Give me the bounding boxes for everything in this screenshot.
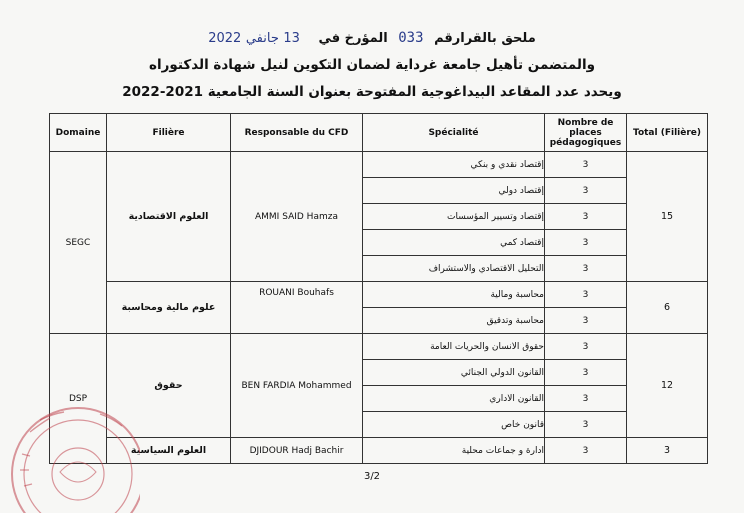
col-header-total: Total (Filière) (627, 114, 708, 152)
header-line-1 (0, 30, 744, 46)
places-cell: 3 (545, 152, 627, 178)
domaine-cell: DSP (50, 334, 107, 464)
specialite-cell: قانون خاص (363, 412, 545, 438)
specialite-cell: إقتصاد نقدي و بنكي (363, 152, 545, 178)
places-cell: 3 (545, 230, 627, 256)
specialite-cell: محاسبة وتدقيق (363, 308, 545, 334)
places-cell: 3 (545, 178, 627, 204)
filiere-cell: حقوق (107, 334, 231, 438)
places-cell: 3 (545, 438, 627, 464)
header-mid: المؤرخ في (318, 31, 388, 46)
places-cell: 3 (545, 386, 627, 412)
responsable-cell: DJIDOUR Hadj Bachir (231, 438, 363, 464)
responsable-cell: ROUANI Bouhafs (231, 282, 363, 334)
table-row (50, 282, 708, 308)
specialite-cell: القانون الدولي الجنائي (363, 360, 545, 386)
places-cell: 3 (545, 204, 627, 230)
total-cell: 15 (627, 152, 708, 282)
official-stamp (0, 392, 140, 513)
specialite-cell: القانون الاداري (363, 386, 545, 412)
header-line-2: والمتضمن تأهيل جامعة غرداية لضمان التكوين لنيل شهادة الدكتوراه (149, 57, 595, 73)
places-cell: 3 (545, 412, 627, 438)
filiere-cell: العلوم الاقتصادية (107, 152, 231, 282)
col-header-specialite: Spécialité (363, 114, 545, 152)
specialite-cell: التحليل الاقتصادي والاستشراف (363, 256, 545, 282)
specialite-cell: إقتصاد دولي (363, 178, 545, 204)
col-header-places: Nombre de places pédagogiques (545, 114, 627, 152)
places-cell: 3 (545, 308, 627, 334)
header-prefix: ملحق بالقرارقم (434, 31, 536, 46)
date-month: جانفي (245, 31, 279, 46)
specialite-cell: إقتصاد كمي (363, 230, 545, 256)
specialite-cell: محاسبة ومالية (363, 282, 545, 308)
header-line-3: ويحدد عدد المقاعد البيداغوجية المفتوحة بعنوان السنة الجامعية 2021-2022 (122, 84, 622, 100)
total-cell: 12 (627, 334, 708, 438)
col-header-responsable: Responsable du CFD (231, 114, 363, 152)
page-number: 3/2 (363, 471, 381, 482)
domaine-cell: SEGC (50, 152, 107, 334)
places-table (49, 113, 708, 464)
total-cell: 6 (627, 282, 708, 334)
date-day: 13 (283, 31, 300, 46)
filiere-cell: العلوم السياسية (107, 438, 231, 464)
places-cell: 3 (545, 282, 627, 308)
specialite-cell: حقوق الانسان والحريات العامة (363, 334, 545, 360)
col-header-domaine: Domaine (50, 114, 107, 152)
total-cell: 3 (627, 438, 708, 464)
places-cell: 3 (545, 334, 627, 360)
table-row (50, 334, 708, 360)
table-row (50, 438, 708, 464)
responsable-cell: BEN FARDIA Mohammed (231, 334, 363, 438)
places-cell: 3 (545, 360, 627, 386)
table-header-row (50, 114, 708, 152)
responsable-cell: AMMI SAID Hamza (231, 152, 363, 282)
specialite-cell: إقتصاد وتسيير المؤسسات (363, 204, 545, 230)
places-cell: 3 (545, 256, 627, 282)
col-header-filiere: Filière (107, 114, 231, 152)
table-row (50, 152, 708, 178)
decision-number: 033 (398, 30, 424, 46)
specialite-cell: ادارة و جماعات محلية (363, 438, 545, 464)
filiere-cell: علوم مالية ومحاسبة (107, 282, 231, 334)
date-year: 2022 (208, 31, 242, 46)
